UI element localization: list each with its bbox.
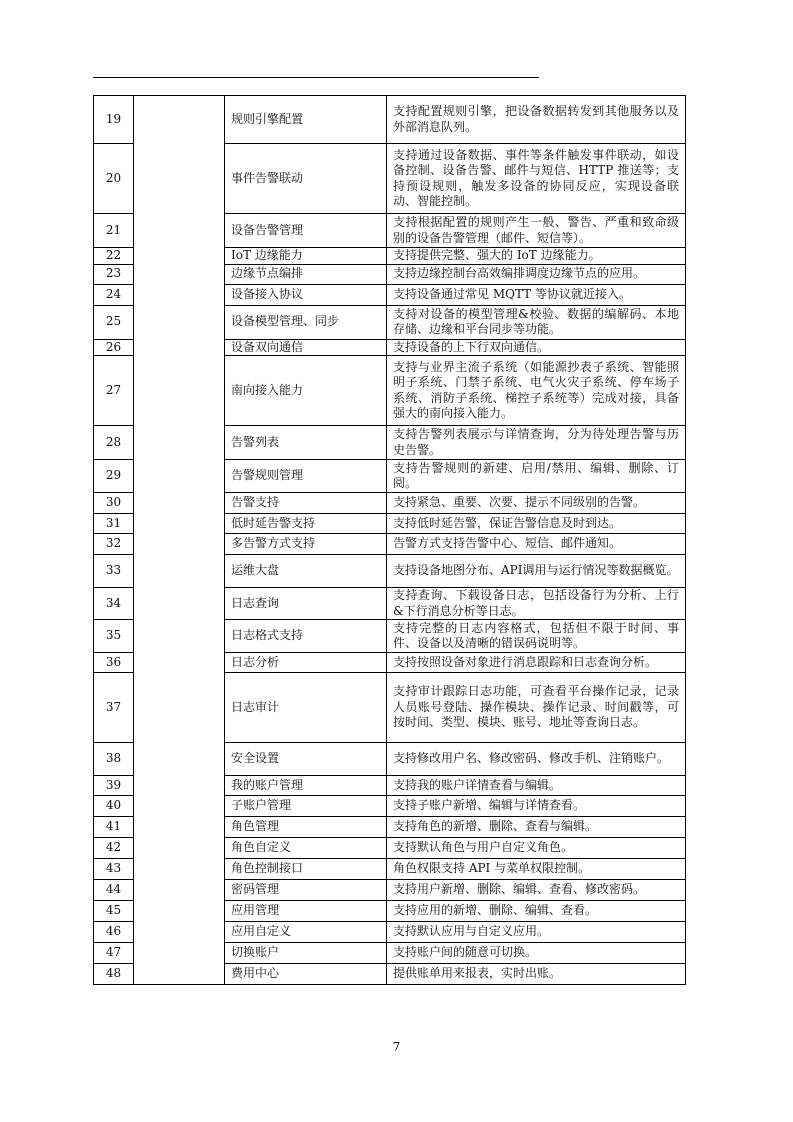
row-number: 25	[94, 305, 134, 339]
row-number: 23	[94, 264, 134, 284]
feature-name: 设备双向通信	[225, 339, 387, 356]
row-number: 40	[94, 796, 134, 817]
feature-name: 告警规则管理	[225, 460, 387, 493]
row-number: 47	[94, 943, 134, 964]
row-number: 31	[94, 514, 134, 534]
feature-name: 多告警方式支持	[225, 534, 387, 555]
row-number: 22	[94, 248, 134, 265]
feature-name: 低时延告警支持	[225, 514, 387, 534]
row-number: 35	[94, 620, 134, 653]
feature-name: 设备模型管理、同步	[225, 305, 387, 339]
row-number: 39	[94, 776, 134, 796]
row-number: 24	[94, 284, 134, 305]
feature-name: 切换账户	[225, 943, 387, 964]
feature-name: IoT 边缘能力	[225, 248, 387, 265]
row-number: 20	[94, 144, 134, 214]
feature-description: 支持按照设备对象进行消息跟踪和日志查询分析。	[387, 653, 686, 673]
table-row	[94, 96, 686, 144]
feature-description: 支持完整的日志内容格式，包括但不限于时间、事件、设备以及清晰的错误码说明等。	[387, 620, 686, 653]
feature-name: 日志查询	[225, 588, 387, 620]
feature-description: 支持边缘控制台高效编排调度边缘节点的应用。	[387, 264, 686, 284]
feature-name: 费用中心	[225, 964, 387, 985]
feature-description: 支持应用的新增、删除、编辑、查看。	[387, 901, 686, 922]
feature-description: 支持审计跟踪日志功能，可查看平台操作记录，记录人员账号登陆、操作模块、操作记录、时间戳等，可按时间、类型、模块、账号、地址等查询日志。	[387, 673, 686, 743]
row-number: 45	[94, 901, 134, 922]
feature-description: 支持修改用户名、修改密码、修改手机、注销账户。	[387, 743, 686, 776]
feature-name: 日志分析	[225, 653, 387, 673]
row-number: 33	[94, 555, 134, 588]
feature-description: 支持账户间的随意可切换。	[387, 943, 686, 964]
row-number: 21	[94, 214, 134, 248]
feature-description: 支持子账户新增、编辑与详情查看。	[387, 796, 686, 817]
feature-name: 运维大盘	[225, 555, 387, 588]
category-cell	[134, 96, 225, 985]
feature-description: 支持提供完整、强大的 IoT 边缘能力。	[387, 248, 686, 265]
feature-name: 告警列表	[225, 426, 387, 460]
feature-description: 支持告警规则的新建、启用/禁用、编辑、删除、订阅。	[387, 460, 686, 493]
feature-name: 角色管理	[225, 817, 387, 838]
feature-name: 事件告警联动	[225, 144, 387, 214]
feature-description: 支持设备的上下行双向通信。	[387, 339, 686, 356]
feature-name: 设备告警管理	[225, 214, 387, 248]
feature-name: 日志格式支持	[225, 620, 387, 653]
row-number: 41	[94, 817, 134, 838]
feature-description: 支持与业界主流子系统（如能源抄表子系统、智能照明子系统、门禁子系统、电气火灾子系统、停车场子系统、消防子系统、梯控子系统等）完成对接，具备强大的南向接入能力。	[387, 356, 686, 426]
row-number: 48	[94, 964, 134, 985]
feature-name: 角色自定义	[225, 838, 387, 859]
feature-description: 支持查询、下载设备日志，包括设备行为分析、上行&下行消息分析等日志。	[387, 588, 686, 620]
feature-description: 支持紧急、重要、次要、提示不同级别的告警。	[387, 493, 686, 514]
row-number: 44	[94, 880, 134, 901]
feature-name: 边缘节点编排	[225, 264, 387, 284]
row-number: 37	[94, 673, 134, 743]
feature-name: 安全设置	[225, 743, 387, 776]
feature-description: 支持用户新增、删除、编辑、查看、修改密码。	[387, 880, 686, 901]
header-rule	[93, 77, 539, 78]
feature-name: 我的账户管理	[225, 776, 387, 796]
feature-name: 日志审计	[225, 673, 387, 743]
row-number: 46	[94, 922, 134, 943]
feature-name: 南向接入能力	[225, 356, 387, 426]
feature-description: 支持对设备的模型管理&校验、数据的编解码、本地存储、边缘和平台同步等功能。	[387, 305, 686, 339]
row-number: 43	[94, 859, 134, 880]
feature-description: 支持设备地图分布、API调用与运行情况等数据概览。	[387, 555, 686, 588]
feature-description: 支持配置规则引擎，把设备数据转发到其他服务以及外部消息队列。	[387, 96, 686, 144]
feature-description: 支持通过设备数据、事件等条件触发事件联动，如设备控制、设备告警、邮件与短信、HTTP 推送等；支持预设规则，触发多设备的协同反应，实现设备联动、智能控制。	[387, 144, 686, 214]
feature-name: 子账户管理	[225, 796, 387, 817]
feature-name: 告警支持	[225, 493, 387, 514]
feature-description: 告警方式支持告警中心、短信、邮件通知。	[387, 534, 686, 555]
spec-table	[93, 95, 686, 985]
feature-name: 规则引擎配置	[225, 96, 387, 144]
row-number: 26	[94, 339, 134, 356]
row-number: 34	[94, 588, 134, 620]
feature-name: 应用管理	[225, 901, 387, 922]
row-number: 30	[94, 493, 134, 514]
row-number: 27	[94, 356, 134, 426]
feature-description: 支持低时延告警，保证告警信息及时到达。	[387, 514, 686, 534]
feature-description: 支持角色的新增、删除、查看与编辑。	[387, 817, 686, 838]
feature-name: 角色控制接口	[225, 859, 387, 880]
spec-table-body	[94, 96, 686, 985]
row-number: 42	[94, 838, 134, 859]
feature-name: 密码管理	[225, 880, 387, 901]
feature-description: 支持告警列表展示与详情查询，分为待处理告警与历史告警。	[387, 426, 686, 460]
feature-name: 设备接入协议	[225, 284, 387, 305]
page-number: 7	[392, 1040, 401, 1054]
row-number: 36	[94, 653, 134, 673]
row-number: 38	[94, 743, 134, 776]
row-number: 32	[94, 534, 134, 555]
feature-name: 应用自定义	[225, 922, 387, 943]
feature-description: 支持默认应用与自定义应用。	[387, 922, 686, 943]
feature-description: 支持我的账户详情查看与编辑。	[387, 776, 686, 796]
row-number: 28	[94, 426, 134, 460]
feature-description: 支持默认角色与用户自定义角色。	[387, 838, 686, 859]
feature-description: 提供账单用来报表，实时出账。	[387, 964, 686, 985]
feature-description: 支持根据配置的规则产生一般、警告、严重和致命级别的设备告警管理（邮件、短信等）。	[387, 214, 686, 248]
row-number: 19	[94, 96, 134, 144]
row-number: 29	[94, 460, 134, 493]
feature-description: 支持设备通过常见 MQTT 等协议就近接入。	[387, 284, 686, 305]
feature-description: 角色权限支持 API 与菜单权限控制。	[387, 859, 686, 880]
